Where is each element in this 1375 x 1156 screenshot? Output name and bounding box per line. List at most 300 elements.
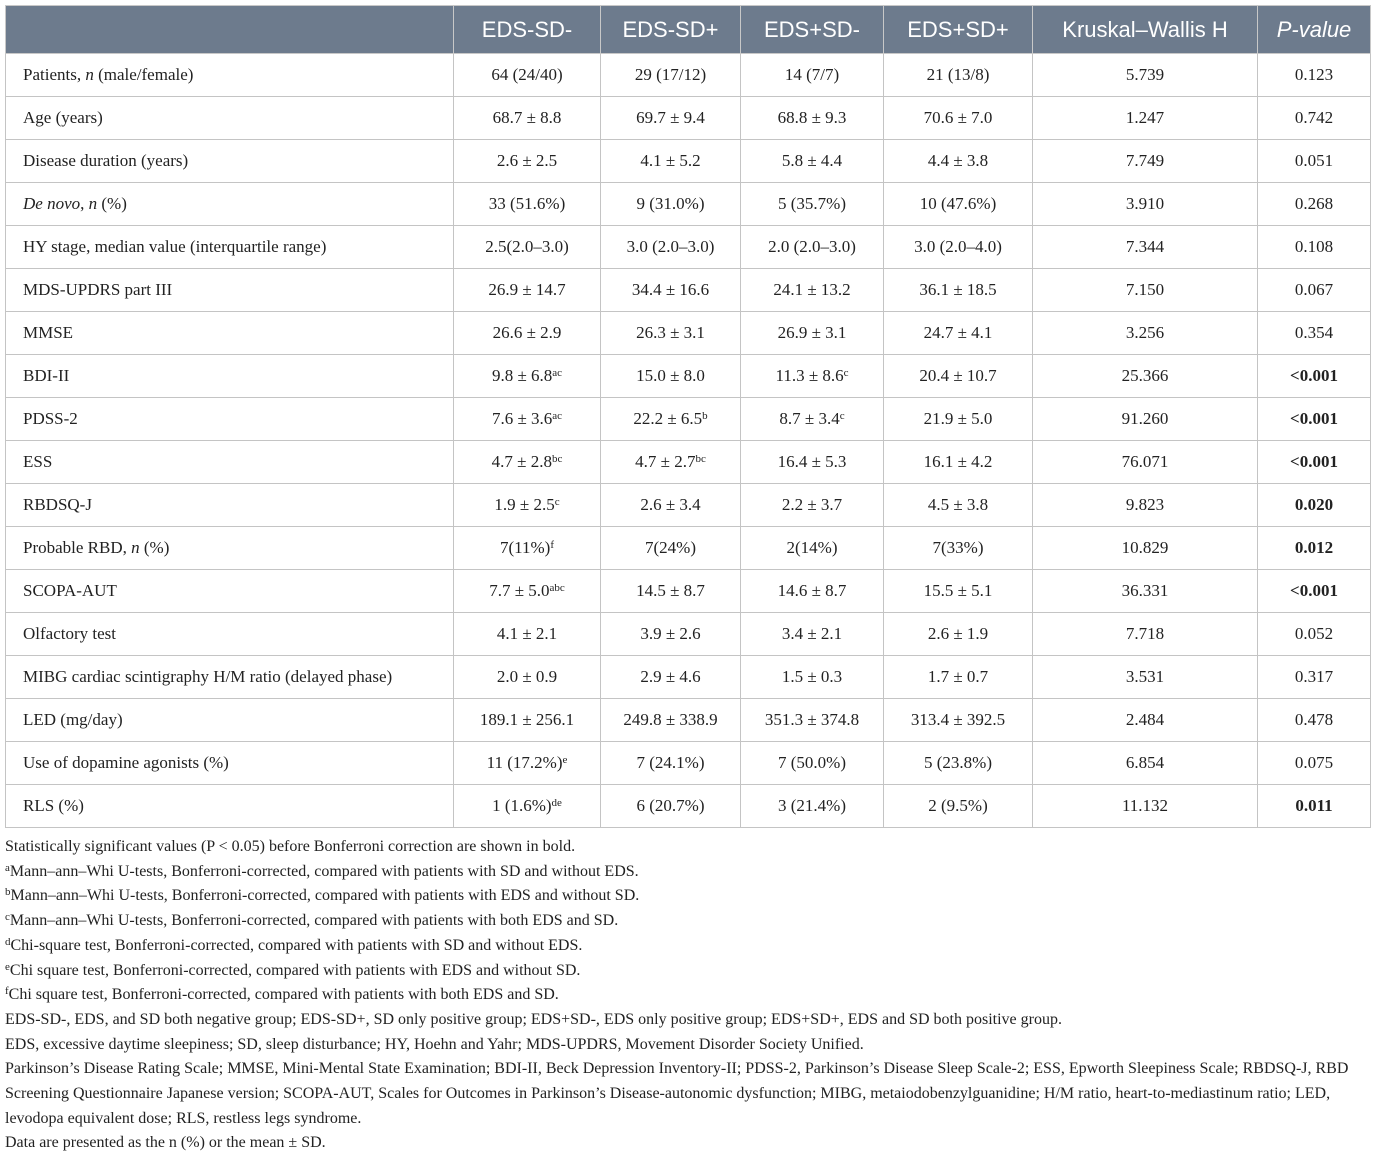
footnote-letter: a [5,861,10,874]
cell-value: 7.749 [1125,151,1165,170]
cell-eds-plus-sd-minus [741,441,884,484]
cell-eds-plus-sd-minus [741,742,884,785]
header-p-value-text: P-value [1276,16,1352,42]
cell-value: 7(24%) [645,538,696,557]
cell-value: 4.5 ± 3.8 [927,495,989,514]
cell-value: 0.011 [1295,796,1333,815]
cell-eds-minus-sd-minus [454,484,601,527]
row-label-part: PDSS-2 [23,409,78,428]
cell-kruskal-wallis-h [1033,398,1258,441]
cell-value: 7 (24.1%) [636,753,705,772]
footnote [5,983,1370,1008]
cell-value: 15.5 ± 5.1 [923,581,993,600]
cell-p-value [1258,699,1371,742]
row-label [6,97,454,140]
cell-eds-minus-sd-plus [601,398,741,441]
results-table [5,5,1371,828]
footnote [5,934,1370,959]
footnote-letter: b [5,886,11,899]
cell-kruskal-wallis-h [1033,97,1258,140]
cell-eds-plus-sd-plus [884,97,1033,140]
cell-value: 36.331 [1121,581,1169,600]
cell-value: 14.5 ± 8.7 [636,581,705,600]
cell-eds-plus-sd-minus [741,484,884,527]
row-label-part: MIBG cardiac scintigraphy H/M ratio (delayed phase) [23,667,393,686]
cell-eds-plus-sd-plus [884,54,1033,97]
footnote [5,1057,1370,1131]
footnote-text: Statistically significant values (P < 0.05) before Bonferroni correction are shown in bold. [5,838,576,855]
row-label-part: ESS [23,452,53,471]
cell-p-value [1258,570,1371,613]
row-label [6,140,454,183]
cell-kruskal-wallis-h [1033,54,1258,97]
cell-eds-plus-sd-minus [741,656,884,699]
cell-value: 0.012 [1294,538,1334,557]
cell-kruskal-wallis-h [1033,699,1258,742]
row-label [6,269,454,312]
cell-value: 10.829 [1121,538,1169,557]
cell-value: 11.3 ± 8.6 [775,366,844,385]
cell-eds-plus-sd-minus [741,355,884,398]
footnote-marker: c [843,367,849,380]
cell-value: 4.4 ± 3.8 [927,151,989,170]
cell-value: 4.1 ± 2.1 [496,624,558,643]
footnote-marker: f [550,539,555,552]
cell-eds-minus-sd-plus [601,785,741,828]
cell-eds-minus-sd-minus [454,699,601,742]
cell-eds-plus-sd-minus [741,785,884,828]
row-label [6,441,454,484]
cell-value: 24.7 ± 4.1 [923,323,993,342]
row-label-part: n [88,194,98,213]
footnote-marker: bc [551,453,563,466]
cell-kruskal-wallis-h [1033,742,1258,785]
cell-value: 1.7 ± 0.7 [927,667,989,686]
cell-value: 3.531 [1125,667,1165,686]
cell-value: 91.260 [1121,409,1169,428]
footnote-text: Mann–ann–Whi U-tests, Bonferroni-corrected, compared with patients with both EDS and SD. [9,912,619,930]
cell-kruskal-wallis-h [1033,183,1258,226]
cell-p-value [1258,269,1371,312]
cell-value: 7.7 ± 5.0 [489,581,550,600]
cell-value: 2.0 ± 0.9 [496,667,558,686]
cell-value: 8.7 ± 3.4 [779,409,840,428]
row-label [6,312,454,355]
cell-p-value [1258,742,1371,785]
row-label [6,226,454,269]
cell-p-value [1258,355,1371,398]
cell-kruskal-wallis-h [1033,355,1258,398]
row-label-part: (%) [97,194,127,213]
cell-value: 14.6 ± 8.7 [777,581,847,600]
row-label-part: Patients, [23,65,86,84]
cell-eds-plus-sd-minus [741,183,884,226]
footnote-text: Parkinson’s Disease Rating Scale; MMSE, Mini-Mental State Examination; BDI-II, Beck Depression Inventory-II; PDSS-2, Parkinson’s Disease Sleep Scale-2; ESS, Epworth Sleepiness Scale; RBDSQ-J, RBD Screening Questionnaire Japanese version; SCOPA-AUT, Scales for Outcomes in Parkinson’s Disease-autonomic dysfunction; MIBG, metaiodobenzylguanidine; H/M ratio, heart-to-mediastinum ratio; LED, levodopa equivalent dose; RLS, restless legs syndrome. [5,1060,1349,1127]
cell-value: 3.0 (2.0–3.0) [626,237,715,256]
cell-kruskal-wallis-h [1033,441,1258,484]
cell-value: 26.9 ± 3.1 [777,323,847,342]
cell-value: 11.132 [1121,796,1169,815]
cell-p-value [1258,183,1371,226]
row-label [6,355,454,398]
cell-p-value [1258,398,1371,441]
cell-eds-minus-sd-plus [601,441,741,484]
row-label-part: n [85,65,94,84]
cell-value: 0.020 [1294,495,1334,514]
cell-value: 189.1 ± 256.1 [479,710,575,729]
cell-p-value [1258,140,1371,183]
table-row [6,54,1371,97]
cell-value: <0.001 [1290,581,1338,600]
cell-value: 34.4 ± 16.6 [631,280,710,299]
table-row [6,355,1371,398]
row-label-part: , [80,194,89,213]
row-label-part: (male/female) [93,65,194,84]
cell-eds-plus-sd-minus [741,613,884,656]
cell-eds-minus-sd-minus [454,398,601,441]
cell-value: 3.256 [1125,323,1165,342]
footnote-text: EDS-SD-, EDS, and SD both negative group; EDS-SD+, SD only positive group; EDS+SD-, EDS only positive group; EDS+SD+, EDS and SD both positive group. [5,1010,1062,1028]
cell-value: 6 (20.7%) [636,796,705,815]
cell-eds-minus-sd-plus [601,183,741,226]
cell-eds-minus-sd-minus [454,441,601,484]
row-label-part: HY stage, median value (interquartile range) [23,237,327,256]
footnote [5,959,1370,984]
row-label-part: Probable RBD, [23,538,132,557]
cell-value: 5 (23.8%) [924,753,992,772]
cell-value: 6.854 [1125,753,1165,772]
footnote-marker: ac [552,367,563,380]
cell-value: 15.0 ± 8.0 [636,366,705,385]
row-label-part: MDS-UPDRS part III [23,280,173,299]
table-row [6,742,1371,785]
footnote-marker: abc [549,582,565,595]
row-label-part: LED (mg/day) [23,710,123,729]
row-label [6,656,454,699]
cell-eds-plus-sd-plus [884,742,1033,785]
cell-value: 9.8 ± 6.8 [491,366,553,385]
cell-value: 21 (13/8) [926,65,990,84]
cell-value: 2.6 ± 3.4 [640,495,701,514]
table-row [6,312,1371,355]
row-label [6,570,454,613]
cell-value: 2.6 ± 2.5 [496,151,558,170]
cell-p-value [1258,527,1371,570]
cell-eds-minus-sd-minus [454,355,601,398]
cell-eds-minus-sd-plus [601,355,741,398]
cell-value: 7 (50.0%) [778,753,846,772]
cell-value: 76.071 [1121,452,1169,471]
cell-value: 249.8 ± 338.9 [623,710,718,729]
cell-value: 2.5(2.0–3.0) [485,237,569,256]
cell-value: 3 (21.4%) [778,796,846,815]
cell-eds-plus-sd-plus [884,527,1033,570]
cell-eds-plus-sd-plus [884,226,1033,269]
cell-value: 7.150 [1125,280,1165,299]
cell-value: 2.9 ± 4.6 [640,667,701,686]
cell-eds-plus-sd-minus [741,140,884,183]
cell-value: 7.718 [1125,624,1165,643]
cell-kruskal-wallis-h [1033,140,1258,183]
cell-eds-plus-sd-minus [741,398,884,441]
cell-value: 1.9 ± 2.5 [494,495,555,514]
cell-eds-plus-sd-plus [884,613,1033,656]
cell-eds-minus-sd-minus [454,527,601,570]
cell-kruskal-wallis-h [1033,226,1258,269]
cell-p-value [1258,97,1371,140]
cell-eds-minus-sd-plus [601,613,741,656]
header-kruskal-wallis: Kruskal–Wallis H [1033,6,1258,54]
cell-eds-plus-sd-minus [741,570,884,613]
cell-eds-minus-sd-minus [454,312,601,355]
cell-value: 22.2 ± 6.5 [633,409,703,428]
cell-p-value [1258,613,1371,656]
cell-eds-minus-sd-minus [454,54,601,97]
footnote-marker: ac [552,410,563,423]
header-empty-cell [6,6,454,54]
cell-value: 16.4 ± 5.3 [777,452,847,471]
cell-kruskal-wallis-h [1033,527,1258,570]
cell-eds-plus-sd-plus [884,398,1033,441]
table-row [6,398,1371,441]
footnote-letter: f [5,985,9,998]
row-label [6,398,454,441]
footnote [5,1131,1370,1156]
cell-value: 2 (9.5%) [928,796,988,815]
cell-value: 313.4 ± 392.5 [910,710,1006,729]
cell-value: 5 (35.7%) [778,194,846,213]
cell-eds-plus-sd-minus [741,699,884,742]
cell-value: 2.0 (2.0–3.0) [768,237,856,256]
row-label-part: De novo [23,194,81,213]
footnote-text: Chi-square test, Bonferroni-corrected, compared with patients with SD and without EDS. [10,936,583,954]
cell-value: 2(14%) [786,538,838,557]
table-row [6,613,1371,656]
row-label-part: SCOPA-AUT [23,581,117,600]
cell-eds-minus-sd-plus [601,312,741,355]
header-eds-plus-sd-minus: EDS+SD- [741,6,884,54]
cell-value: 69.7 ± 9.4 [636,108,705,127]
cell-kruskal-wallis-h [1033,785,1258,828]
cell-eds-plus-sd-plus [884,656,1033,699]
header-p-value [1258,6,1371,54]
cell-p-value [1258,441,1371,484]
row-label-part: (%) [139,538,170,557]
cell-value: 33 (51.6%) [488,194,566,213]
footnote-text: Mann–ann–Whi U-tests, Bonferroni-corrected, compared with patients with EDS and without SD. [10,887,640,905]
row-label-part: n [131,538,140,557]
cell-eds-plus-sd-minus [741,97,884,140]
row-label-part: Olfactory test [23,624,116,643]
cell-value: 0.052 [1294,624,1334,643]
cell-eds-minus-sd-plus [601,140,741,183]
cell-eds-minus-sd-minus [454,613,601,656]
footnote-text: Chi square test, Bonferroni-corrected, compared with patients with both EDS and SD. [8,986,559,1004]
cell-value: 16.1 ± 4.2 [923,452,993,471]
table-footnotes [5,835,1370,1156]
cell-eds-plus-sd-minus [741,527,884,570]
header-eds-minus-sd-minus: EDS-SD- [454,6,601,54]
cell-eds-plus-sd-plus [884,140,1033,183]
cell-value: 68.8 ± 9.3 [777,108,847,127]
cell-value: <0.001 [1290,409,1338,428]
table-row [6,656,1371,699]
cell-eds-minus-sd-minus [454,226,601,269]
cell-value: 64 (24/40) [491,65,563,84]
footnote [5,835,1370,860]
table-row [6,226,1371,269]
cell-p-value [1258,54,1371,97]
cell-value: 4.7 ± 2.7 [635,452,696,471]
cell-value: 7.344 [1125,237,1165,256]
cell-eds-minus-sd-plus [601,97,741,140]
cell-value: 0.075 [1294,753,1334,772]
table-row [6,484,1371,527]
footnote [5,1033,1370,1058]
cell-eds-minus-sd-plus [601,527,741,570]
cell-value: 0.123 [1294,65,1334,84]
table-row [6,570,1371,613]
cell-value: 24.1 ± 13.2 [773,280,851,299]
cell-value: 29 (17/12) [634,65,707,84]
header-eds-plus-sd-plus: EDS+SD+ [884,6,1033,54]
cell-value: <0.001 [1290,452,1338,471]
cell-value: 0.268 [1294,194,1334,213]
table-row [6,441,1371,484]
table-row [6,527,1371,570]
footnote [5,909,1370,934]
cell-value: 36.1 ± 18.5 [919,280,997,299]
cell-kruskal-wallis-h [1033,570,1258,613]
cell-eds-minus-sd-plus [601,742,741,785]
cell-eds-minus-sd-minus [454,785,601,828]
cell-value: 20.4 ± 10.7 [919,366,997,385]
cell-eds-plus-sd-plus [884,355,1033,398]
cell-value: 70.6 ± 7.0 [923,108,993,127]
row-label [6,785,454,828]
row-label-part: RBDSQ-J [23,495,92,514]
cell-eds-minus-sd-plus [601,269,741,312]
cell-eds-minus-sd-plus [601,226,741,269]
cell-eds-minus-sd-plus [601,570,741,613]
cell-eds-minus-sd-minus [454,570,601,613]
cell-value: 3.4 ± 2.1 [781,624,843,643]
footnote-marker: b [702,410,708,423]
cell-value: 26.9 ± 14.7 [488,280,566,299]
cell-p-value [1258,312,1371,355]
footnote [5,860,1370,885]
table-row [6,785,1371,828]
cell-eds-plus-sd-minus [741,226,884,269]
cell-value: 26.6 ± 2.9 [492,323,562,342]
table-row [6,699,1371,742]
cell-value: 2.6 ± 1.9 [927,624,989,643]
cell-value: 1.5 ± 0.3 [781,667,843,686]
cell-value: 5.8 ± 4.4 [781,151,843,170]
cell-eds-plus-sd-plus [884,699,1033,742]
cell-kruskal-wallis-h [1033,613,1258,656]
cell-value: 7.6 ± 3.6 [491,409,553,428]
footnote-letter: e [5,960,10,973]
cell-value: 26.3 ± 3.1 [636,323,705,342]
row-label [6,54,454,97]
footnote-letter: c [5,911,10,924]
cell-eds-plus-sd-plus [884,570,1033,613]
table-body [6,54,1371,828]
cell-value: 4.1 ± 5.2 [640,151,701,170]
cell-p-value [1258,785,1371,828]
cell-kruskal-wallis-h [1033,656,1258,699]
cell-eds-plus-sd-plus [884,269,1033,312]
cell-eds-minus-sd-minus [454,183,601,226]
footnote-text: Chi square test, Bonferroni-corrected, compared with patients with EDS and without SD. [9,961,581,979]
cell-value: 0.742 [1294,108,1334,127]
cell-value: 0.067 [1294,280,1334,299]
cell-kruskal-wallis-h [1033,269,1258,312]
cell-value: 1 (1.6%) [492,796,552,815]
cell-value: 1.247 [1125,108,1165,127]
row-label-part: Age (years) [23,108,103,127]
footnote-marker: bc [695,453,706,466]
cell-eds-minus-sd-plus [601,656,741,699]
cell-value: 2.484 [1125,710,1165,729]
cell-eds-minus-sd-minus [454,269,601,312]
table-row [6,269,1371,312]
cell-eds-minus-sd-minus [454,140,601,183]
cell-eds-plus-sd-plus [884,312,1033,355]
header-eds-minus-sd-plus: EDS-SD+ [601,6,741,54]
cell-value: 5.739 [1125,65,1165,84]
cell-value: 10 (47.6%) [919,194,997,213]
table-container [5,5,1370,1156]
cell-value: 3.0 (2.0–4.0) [914,237,1002,256]
cell-value: 4.7 ± 2.8 [491,452,552,471]
cell-kruskal-wallis-h [1033,484,1258,527]
cell-eds-plus-sd-minus [741,54,884,97]
cell-value: 25.366 [1121,366,1169,385]
cell-value: 0.317 [1294,667,1334,686]
row-label-part: BDI-II [23,366,70,385]
cell-p-value [1258,656,1371,699]
cell-value: <0.001 [1290,366,1338,385]
cell-value: 7(11%) [499,538,551,557]
cell-eds-minus-sd-plus [601,484,741,527]
cell-eds-plus-sd-plus [884,183,1033,226]
footnote-letter: d [5,935,11,948]
cell-value: 2.2 ± 3.7 [781,495,843,514]
cell-value: 0.051 [1294,151,1334,170]
cell-p-value [1258,226,1371,269]
row-label [6,527,454,570]
cell-value: 9 (31.0%) [636,194,705,213]
footnote-marker: c [839,410,845,423]
cell-value: 0.354 [1294,323,1334,342]
row-label-part: RLS (%) [23,796,84,815]
cell-value: 68.7 ± 8.8 [492,108,562,127]
footnote [5,884,1370,909]
cell-eds-minus-sd-plus [601,699,741,742]
cell-eds-minus-sd-minus [454,742,601,785]
row-label-part: MMSE [23,323,74,342]
footnote-text: Mann–ann–Whi U-tests, Bonferroni-corrected, compared with patients with SD and without EDS. [9,862,639,880]
table-row [6,183,1371,226]
footnote-text: Data are presented as the n (%) or the mean ± SD. [5,1134,326,1152]
table-row [6,97,1371,140]
cell-eds-plus-sd-minus [741,269,884,312]
cell-eds-minus-sd-minus [454,656,601,699]
cell-value: 9.823 [1125,495,1165,514]
cell-value: 0.478 [1294,710,1334,729]
